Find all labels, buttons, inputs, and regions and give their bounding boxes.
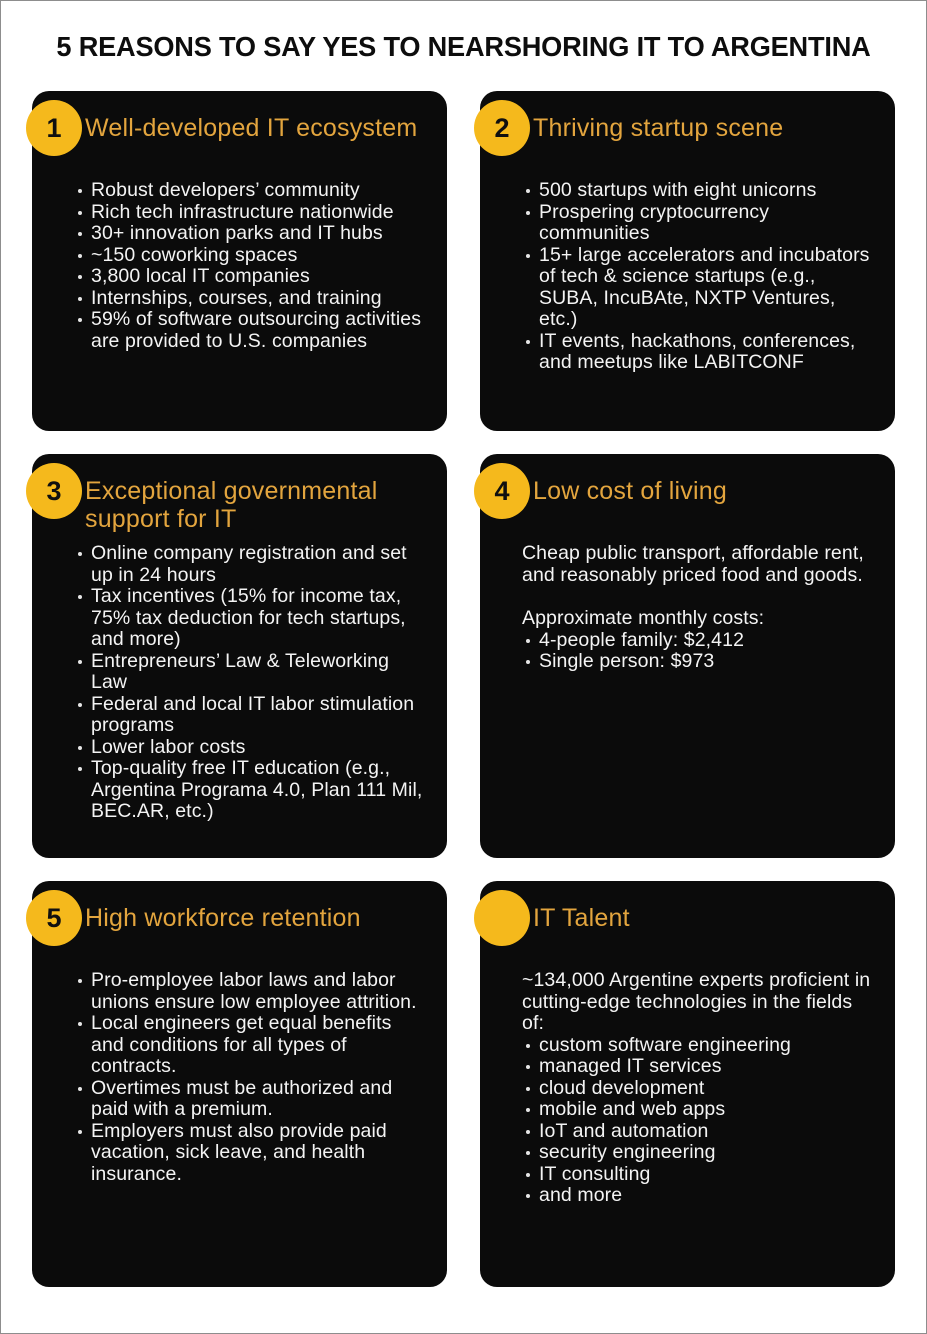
- bullet-item: cloud development: [522, 1078, 871, 1100]
- badge-number: 5: [46, 902, 62, 933]
- number-badge: [26, 100, 82, 156]
- bullet-item: Overtimes must be authorized and paid with a premium.: [74, 1078, 423, 1121]
- card-paragraph: Approximate monthly costs:: [522, 607, 765, 629]
- card-title: Well-developed IT ecosystem: [85, 114, 418, 142]
- card-title: IT Talent: [533, 904, 630, 932]
- bullet-item: Single person: $973: [522, 651, 871, 673]
- bullet-item: Federal and local IT labor stimulation programs: [74, 694, 423, 737]
- bullet-item: 3,800 local IT companies: [74, 266, 423, 288]
- card-title: Exceptional governmental support for IT: [85, 477, 378, 534]
- card-body: [74, 543, 423, 823]
- bullet-list: [74, 180, 423, 352]
- cards-grid: [32, 91, 895, 1287]
- number-badge: [26, 890, 82, 946]
- reason-card: [32, 881, 447, 1287]
- card-title: Low cost of living: [533, 477, 727, 505]
- bullet-list: [522, 630, 871, 673]
- bullet-item: ~150 coworking spaces: [74, 245, 423, 267]
- bullet-item: 15+ large accelerators and incubators of tech & science startups (e.g., SUBA, IncuBAte, NXTP Ventures, etc.): [522, 245, 871, 331]
- badge-number: 4: [494, 475, 510, 506]
- bullet-item: 4-people family: $2,412: [522, 630, 871, 652]
- page-title: 5 REASONS TO SAY YES TO NEARSHORING IT TO ARGENTINA: [56, 31, 871, 62]
- card-body: [522, 543, 871, 673]
- bullet-item: Internships, courses, and training: [74, 288, 423, 310]
- number-badge: [474, 890, 530, 946]
- reason-card: [32, 91, 447, 431]
- reason-card: [32, 454, 447, 858]
- badge-number: 1: [46, 112, 62, 143]
- card-body: [74, 970, 423, 1185]
- bullet-item: Entrepreneurs’ Law & Teleworking Law: [74, 651, 423, 694]
- bullet-item: IT consulting: [522, 1164, 871, 1186]
- card-title: High workforce retention: [85, 904, 361, 932]
- bullet-item: 59% of software outsourcing activities are provided to U.S. companies: [74, 309, 423, 352]
- badge-number: 3: [46, 475, 62, 506]
- reason-card: [480, 91, 895, 431]
- bullet-item: Prospering cryptocurrency communities: [522, 202, 871, 245]
- card-paragraphs: [522, 543, 871, 630]
- bullet-item: managed IT services: [522, 1056, 871, 1078]
- bullet-item: and more: [522, 1185, 871, 1207]
- bullet-list: [522, 180, 871, 374]
- number-badge: [474, 100, 530, 156]
- bullet-item: custom software engineering: [522, 1035, 871, 1057]
- card-paragraph: Cheap public transport, affordable rent, and reasonably priced food and goods.: [522, 542, 864, 586]
- bullet-item: Top-quality free IT education (e.g., Argentina Programa 4.0, Plan 111 Mil, BEC.AR, etc.): [74, 758, 423, 823]
- bullet-item: mobile and web apps: [522, 1099, 871, 1121]
- bullet-item: Pro-employee labor laws and labor unions ensure low employee attrition.: [74, 970, 423, 1013]
- bullet-list: [74, 970, 423, 1185]
- bullet-item: Lower labor costs: [74, 737, 423, 759]
- card-body: [74, 180, 423, 352]
- bullet-item: Tax incentives (15% for income tax, 75% tax deduction for tech startups, and more): [74, 586, 423, 651]
- reason-card: [480, 881, 895, 1287]
- bullet-item: Employers must also provide paid vacation, sick leave, and health insurance.: [74, 1121, 423, 1186]
- card-body: [522, 180, 871, 374]
- number-badge: [26, 463, 82, 519]
- bullet-item: security engineering: [522, 1142, 871, 1164]
- card-paragraphs: [522, 970, 871, 1035]
- bullet-list: [522, 1035, 871, 1207]
- bullet-list: [74, 543, 423, 823]
- bullet-item: IoT and automation: [522, 1121, 871, 1143]
- reason-card: [480, 454, 895, 858]
- card-body: [522, 970, 871, 1207]
- bullet-item: 500 startups with eight unicorns: [522, 180, 871, 202]
- bullet-item: Online company registration and set up in 24 hours: [74, 543, 423, 586]
- bullet-item: Rich tech infrastructure nationwide: [74, 202, 423, 224]
- bullet-item: 30+ innovation parks and IT hubs: [74, 223, 423, 245]
- badge-number: 2: [494, 112, 510, 143]
- bullet-item: Local engineers get equal benefits and conditions for all types of contracts.: [74, 1013, 423, 1078]
- bullet-item: Robust developers’ community: [74, 180, 423, 202]
- bullet-item: IT events, hackathons, conferences, and meetups like LABITCONF: [522, 331, 871, 374]
- number-badge: [474, 463, 530, 519]
- card-title: Thriving startup scene: [533, 114, 784, 142]
- card-paragraph: ~134,000 Argentine experts proficient in cutting-edge technologies in the fields of:: [522, 969, 871, 1034]
